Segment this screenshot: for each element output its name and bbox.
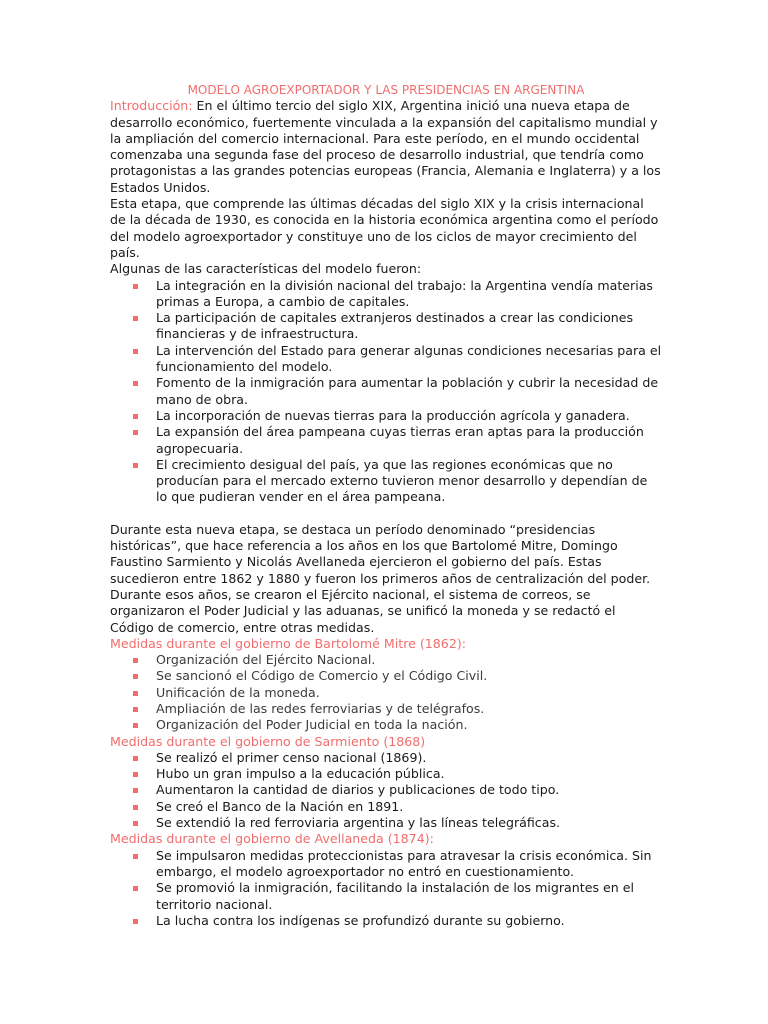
intro-text: En el último tercio del siglo XIX, Argentina inició una nueva etapa de desarrollo económico, fuertemente vinculada a la expansión del capitalismo mundial y la ampliación del comercio internacional. Para este período, en el mundo occidental comenzaba una segunda fase del proceso de desarrollo industrial, que tendría como protagonistas a las grandes potencias europeas (Francia, Alemania e Inglaterra) y a los Estados Unidos. [110, 98, 661, 195]
list-item: Unificación de la moneda. [156, 685, 662, 701]
bullet-icon [133, 919, 138, 924]
bullet-icon [133, 691, 138, 696]
bullet-icon [133, 414, 138, 419]
list-item: Ampliación de las redes ferroviarias y de telégrafos. [156, 701, 662, 717]
characteristics-intro: Algunas de las características del modelo fueron: [110, 261, 422, 277]
mitre-heading: Medidas durante el gobierno de Bartolomé Mitre (1862): [110, 635, 466, 651]
list-item: Se creó el Banco de la Nación en 1891. [156, 799, 662, 815]
list-item: La participación de capitales extranjeros destinados a crear las condiciones financieras y de infraestructura. [156, 310, 662, 343]
list-item: Organización del Poder Judicial en toda la nación. [156, 717, 662, 733]
bullet-icon [133, 854, 138, 859]
presidencies-paragraph: Durante esta nueva etapa, se destaca un período denominado “presidencias históricas”, que hace referencia a los años en los que Bartolomé Mitre, Domingo Faustino Sarmiento y Nicolás Avellaneda ejercieron el gobierno del país. Estas sucedieron entre 1862 y 1880 y fueron los primeros años de centralización del poder. Durante esos años, se crearon el Ejército nacional, el sistema de correos, se organizaron el Poder Judicial y las aduanas, se unificó la moneda y se redactó el Código de comercio, entre otras medidas. [110, 521, 651, 635]
avellaneda-heading: Medidas durante el gobierno de Avellaneda (1874): [110, 831, 434, 847]
bullet-icon [133, 284, 138, 289]
list-item: Aumentaron la cantidad de diarios y publicaciones de todo tipo. [156, 782, 662, 798]
list-item: Hubo un gran impulso a la educación pública. [156, 766, 662, 782]
intro-paragraph [110, 98, 662, 196]
bullet-icon [133, 349, 138, 354]
bullet-icon [133, 430, 138, 435]
sarmiento-list [110, 750, 662, 831]
bullet-icon [133, 886, 138, 891]
sarmiento-heading: Medidas durante el gobierno de Sarmiento (1868) [110, 733, 426, 749]
bullet-icon [133, 658, 138, 663]
list-item: La expansión del área pampeana cuyas tierras eran aptas para la producción agropecuaria. [156, 424, 662, 457]
bullet-icon [133, 756, 138, 761]
list-item: La intervención del Estado para generar algunas condiciones necesarias para el funcionamiento del modelo. [156, 343, 662, 376]
list-item: Fomento de la inmigración para aumentar la población y cubrir la necesidad de mano de obra. [156, 375, 662, 408]
bullet-icon [133, 788, 138, 793]
list-item: La integración en la división nacional del trabajo: la Argentina vendía materias primas a Europa, a cambio de capitales. [156, 278, 662, 311]
period-paragraph: Esta etapa, que comprende las últimas décadas del siglo XIX y la crisis internacional de la década de 1930, es conocida en la historia económica argentina como el período del modelo agroexportador y constituye uno de los ciclos de mayor crecimiento del país. [110, 196, 659, 260]
bullet-icon [133, 674, 138, 679]
list-item: El crecimiento desigual del país, ya que las regiones económicas que no producían para el mercado externo tuvieron menor desarrollo y dependían de lo que pudieran vender en el área pampeana. [156, 457, 662, 506]
document-title: MODELO AGROEXPORTADOR Y LAS PRESIDENCIAS EN ARGENTINA [187, 83, 585, 97]
bullet-icon [133, 805, 138, 810]
bullet-icon [133, 707, 138, 712]
list-item: Se impulsaron medidas proteccionistas para atravesar la crisis económica. Sin embargo, el modelo agroexportador no entró en cuestionamiento. [156, 848, 662, 881]
bullet-icon [133, 772, 138, 777]
list-item: Se promovió la inmigración, facilitando la instalación de los migrantes en el territorio nacional. [156, 880, 662, 913]
list-item: Organización del Ejército Nacional. [156, 652, 662, 668]
document-page [110, 82, 662, 929]
avellaneda-list [110, 848, 662, 929]
list-item: La incorporación de nuevas tierras para la producción agrícola y ganadera. [156, 408, 662, 424]
characteristics-list [110, 278, 662, 506]
list-item: La lucha contra los indígenas se profundizó durante su gobierno. [156, 913, 662, 929]
intro-label: Introducción: [110, 98, 193, 114]
paragraph-spacer [110, 506, 662, 522]
bullet-icon [133, 381, 138, 386]
bullet-icon [133, 463, 138, 468]
list-item: Se extendió la red ferroviaria argentina y las líneas telegráficas. [156, 815, 662, 831]
bullet-icon [133, 821, 138, 826]
list-item: Se realizó el primer censo nacional (1869). [156, 750, 662, 766]
bullet-icon [133, 723, 138, 728]
list-item: Se sancionó el Código de Comercio y el Código Civil. [156, 668, 662, 684]
mitre-list [110, 652, 662, 733]
bullet-icon [133, 316, 138, 321]
